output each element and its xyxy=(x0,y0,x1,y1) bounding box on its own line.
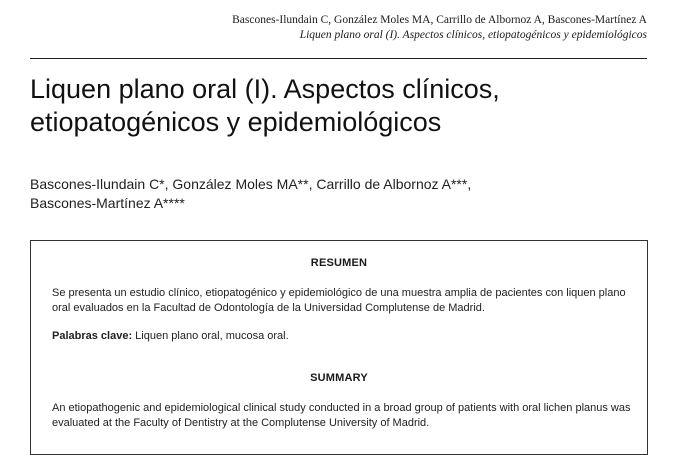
article-title-line-1: Liquen plano oral (I). Aspectos clínicos, xyxy=(30,74,500,104)
keywords-label: Palabras clave: xyxy=(52,330,133,342)
abstract-box xyxy=(30,240,648,455)
article-title xyxy=(30,73,650,139)
running-head-title: Liquen plano oral (I). Aspectos clínicos, etiopatogénicos y epidemiológicos xyxy=(299,29,647,41)
running-head xyxy=(232,13,647,43)
authors-line-2: Bascones-Martínez A**** xyxy=(30,195,185,211)
authors-line-1: Bascones-Ilundain C*, González Moles MA**, Carrillo de Albornoz A***, xyxy=(30,176,472,192)
article-authors xyxy=(30,175,590,213)
running-head-authors: Bascones-Ilundain C, González Moles MA, Carrillo de Albornoz A, Bascones-Martínez A xyxy=(232,14,647,26)
header-rule xyxy=(30,58,647,59)
keywords xyxy=(52,329,632,344)
summary-text: An etiopathogenic and epidemiological clinical study conducted in a broad group of patients with oral lichen planus was evaluated at the Faculty of Dentistry at the Complutense University of Madrid. xyxy=(52,402,631,429)
resumen-text: Se presenta un estudio clínico, etiopatogénico y epidemiológico de una muestra amplia de pacientes con liquen plano oral evaluados en la Facultad de Odontología de la Universidad Complutense de Madrid. xyxy=(52,287,626,314)
article-title-line-2: etiopatogénicos y epidemiológicos xyxy=(30,107,442,137)
keywords-text: Liquen plano oral, mucosa oral. xyxy=(132,330,289,342)
summary-heading: SUMMARY xyxy=(310,372,368,384)
resumen-heading: RESUMEN xyxy=(310,257,368,269)
